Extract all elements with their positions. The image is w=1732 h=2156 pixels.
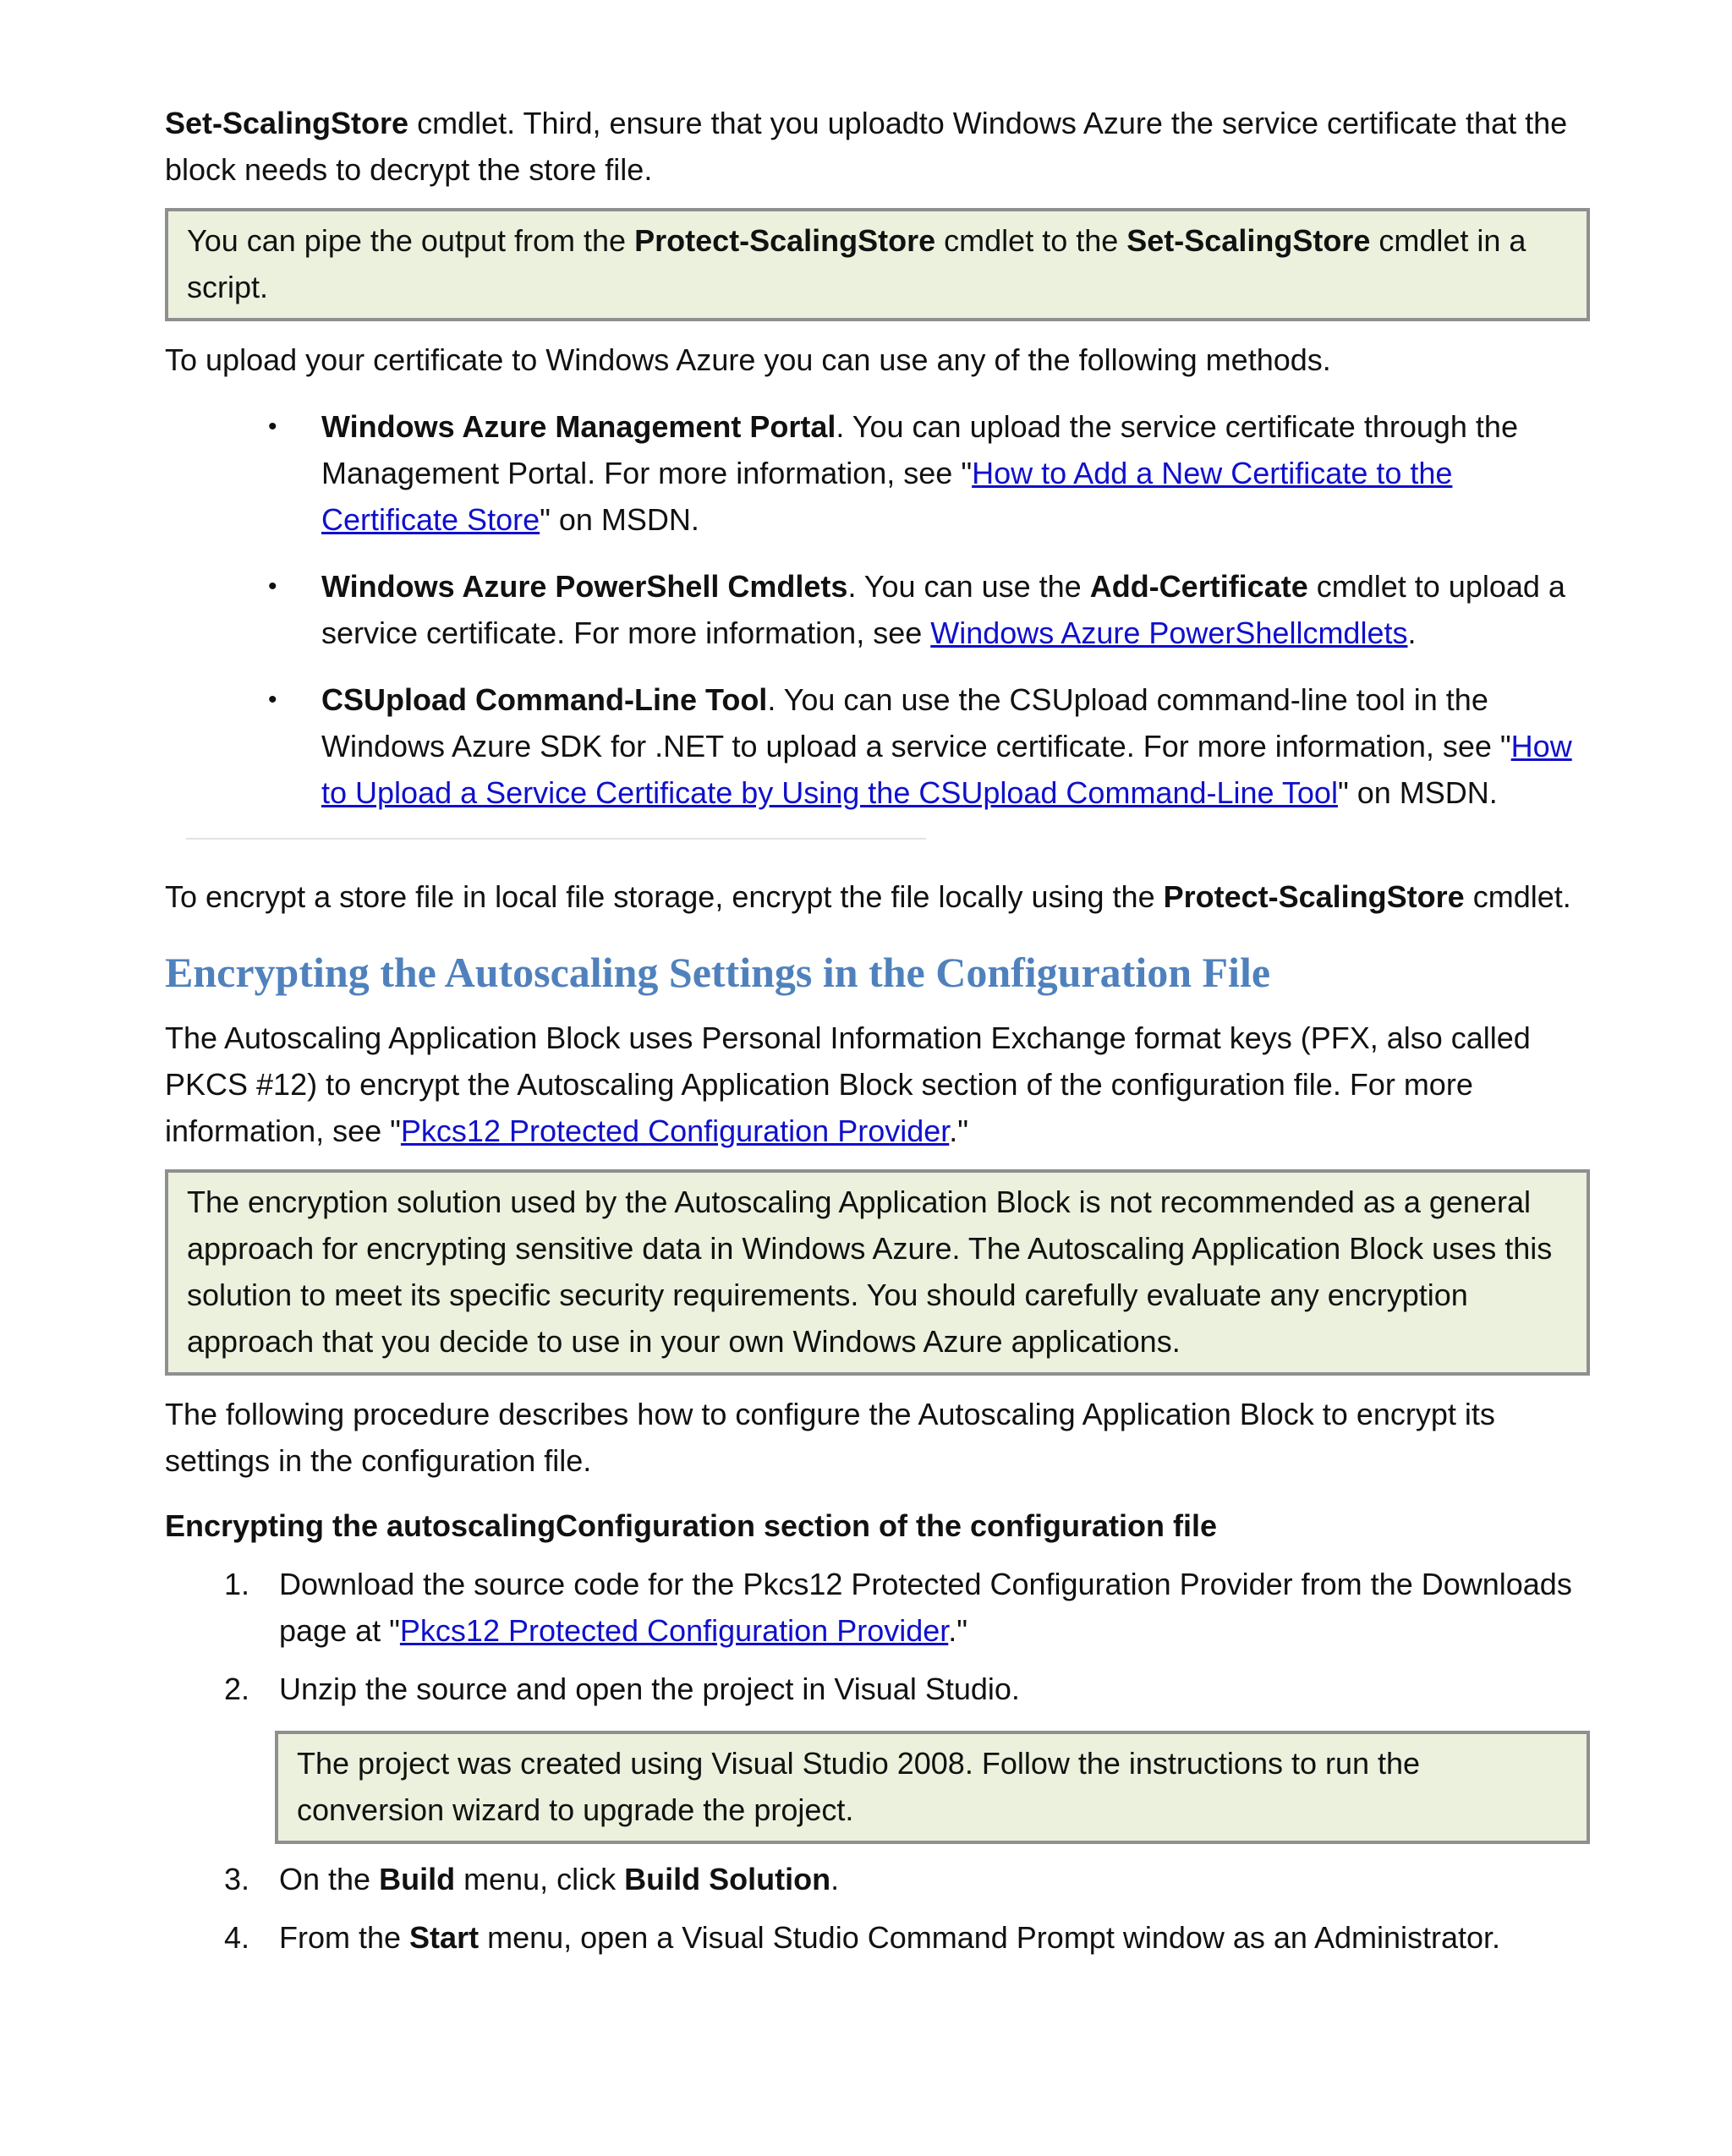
- step-number: 4.: [224, 1920, 250, 1955]
- upload-intro-paragraph: To upload your certificate to Windows Azure you can use any of the following methods.: [165, 342, 1331, 377]
- link-pkcs12-download[interactable]: Pkcs12 Protected Configuration Provider: [399, 1613, 949, 1648]
- upload-methods-list: [165, 403, 1590, 816]
- intro-paragraph: Set-ScalingStore cmdlet. Third, ensure that you uploadto Windows Azure the service certificate that the block needs to decrypt the store file.: [165, 106, 1568, 187]
- bullet-icon: •: [268, 413, 277, 441]
- step-number: 2.: [224, 1672, 250, 1706]
- note-pipe-output: You can pipe the output from the Protect-ScalingStore cmdlet to the Set-ScalingStore cmdlet in a script.: [165, 208, 1590, 321]
- link-add-certificate[interactable]: How to Add a New Certificate to the Certificate Store: [321, 456, 1453, 537]
- divider: [186, 838, 926, 840]
- step-4: 4. From the Start menu, open a Visual Studio Command Prompt window as an Administrator.: [165, 1914, 1590, 1961]
- bullet-icon: •: [268, 572, 277, 600]
- step-3: 3. On the Build menu, click Build Solution.: [165, 1856, 1590, 1902]
- step-number: 3.: [224, 1862, 250, 1896]
- bullet-icon: •: [268, 686, 277, 714]
- step-number: 1.: [224, 1567, 250, 1601]
- list-item-csupload-tool: • CSUpload Command-Line Tool. You can use the CSUpload command-line tool in the Windows Azure SDK for .NET to upload a service certificate. For more information, see "How to Upload a Service Certificate by Using the CSUpload Command-Line Tool" on MSDN.: [165, 676, 1590, 816]
- note-visual-studio-2008: The project was created using Visual Studio 2008. Follow the instructions to run the conversion wizard to upgrade the project.: [275, 1731, 1590, 1844]
- pfx-paragraph: The Autoscaling Application Block uses Personal Information Exchange format keys (PFX, also called PKCS #12) to encrypt the Autoscaling Application Block section of the configuration file. For more information, see "Pkcs12 Protected Configuration Provider.": [165, 1021, 1531, 1148]
- local-storage-paragraph: To encrypt a store file in local file storage, encrypt the file locally using the Protect-ScalingStore cmdlet.: [165, 879, 1571, 914]
- document-page: [165, 100, 1590, 1961]
- note-encryption-warning: The encryption solution used by the Autoscaling Application Block is not recommended as a general approach for encrypting sensitive data in Windows Azure. The Autoscaling Application Block uses this solution to meet its specific security requirements. You should carefully evaluate any encryption approach that you decide to use in your own Windows Azure applications.: [165, 1169, 1590, 1376]
- list-item-management-portal: • Windows Azure Management Portal. You can upload the service certificate through the Management Portal. For more information, see "How to Add a New Certificate to the Certificate Store" on MSDN.: [165, 403, 1590, 543]
- step-1: 1. Download the source code for the Pkcs12 Protected Configuration Provider from the Downloads page at "Pkcs12 Protected Configuration Provider.": [165, 1561, 1590, 1654]
- procedure-intro-paragraph: The following procedure describes how to configure the Autoscaling Application Block to encrypt its settings in the configuration file.: [165, 1397, 1495, 1478]
- step-2: 2. Unzip the source and open the project in Visual Studio.: [165, 1666, 1590, 1712]
- procedure-title: Encrypting the autoscalingConfiguration section of the configuration file: [165, 1508, 1218, 1543]
- section-heading: Encrypting the Autoscaling Settings in the Configuration File: [165, 949, 1271, 996]
- cmdlet-name: Set-ScalingStore: [165, 106, 409, 140]
- procedure-steps: [165, 1561, 1590, 1712]
- link-powershell-cmdlets[interactable]: Windows Azure PowerShellcmdlets: [930, 616, 1408, 650]
- procedure-steps-continued: [165, 1856, 1590, 1961]
- link-pkcs12-provider[interactable]: Pkcs12 Protected Configuration Provider: [400, 1114, 950, 1148]
- link-csupload-tool[interactable]: How to Upload a Service Certificate by Using the CSUpload Command-Line Tool: [321, 729, 1572, 810]
- list-item-powershell-cmdlets: • Windows Azure PowerShell Cmdlets. You can use the Add-Certificate cmdlet to upload a service certificate. For more information, see Windows Azure PowerShellcmdlets.: [165, 563, 1590, 656]
